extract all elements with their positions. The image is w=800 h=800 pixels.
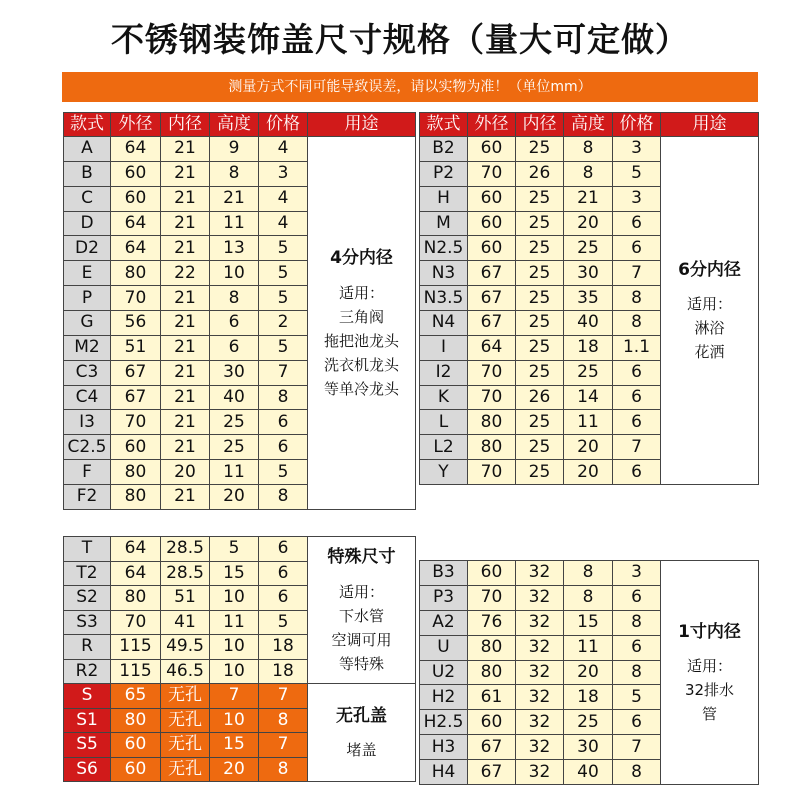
inner-diameter-cell: 32: [516, 561, 564, 586]
outer-diameter-cell: 80: [111, 708, 161, 733]
inner-diameter-cell: 25: [516, 410, 564, 435]
model-cell: L: [420, 410, 468, 435]
model-cell: I3: [64, 410, 111, 435]
height-cell: 25: [210, 435, 259, 460]
inner-diameter-cell: 49.5: [161, 635, 210, 660]
outer-diameter-cell: 61: [468, 685, 516, 710]
outer-diameter-cell: 60: [111, 435, 161, 460]
outer-diameter-cell: 80: [111, 485, 161, 510]
model-cell: H2.5: [420, 710, 468, 735]
price-cell: 8: [259, 708, 308, 733]
price-cell: 7: [613, 735, 661, 760]
model-cell: Y: [420, 460, 468, 485]
model-cell: P3: [420, 585, 468, 610]
outer-diameter-cell: 60: [468, 710, 516, 735]
inner-diameter-cell: 28.5: [161, 537, 210, 562]
model-cell: S5: [64, 733, 111, 758]
model-cell: C: [64, 186, 111, 211]
outer-diameter-cell: 60: [468, 561, 516, 586]
height-cell: 18: [564, 335, 613, 360]
height-cell: 14: [564, 385, 613, 410]
model-cell: K: [420, 385, 468, 410]
price-cell: 6: [613, 385, 661, 410]
outer-diameter-cell: 70: [468, 460, 516, 485]
price-cell: 6: [259, 537, 308, 562]
inner-diameter-cell: 32: [516, 660, 564, 685]
outer-diameter-cell: 51: [111, 335, 161, 360]
usage-title: 无孔盖: [336, 705, 387, 726]
price-cell: 7: [613, 261, 661, 286]
usage-line: 三角阀: [338, 307, 384, 326]
usage-line: 洗衣机龙头: [323, 355, 399, 374]
table-row: [64, 537, 416, 562]
price-cell: 6: [613, 410, 661, 435]
inner-diameter-cell: 无孔: [161, 684, 210, 709]
price-cell: 8: [613, 610, 661, 635]
price-cell: 8: [259, 485, 308, 510]
outer-diameter-cell: 80: [111, 586, 161, 611]
spec-table-special: [63, 536, 416, 782]
header-height: 高度: [210, 113, 259, 137]
outer-diameter-cell: 60: [468, 137, 516, 162]
model-cell: C2.5: [64, 435, 111, 460]
outer-diameter-cell: 64: [111, 137, 161, 162]
model-cell: I: [420, 335, 468, 360]
table-row: [64, 137, 416, 162]
model-cell: G: [64, 311, 111, 336]
height-cell: 8: [210, 286, 259, 311]
usage-line: 管: [701, 705, 717, 724]
model-cell: H3: [420, 735, 468, 760]
outer-diameter-cell: 65: [111, 684, 161, 709]
model-cell: R: [64, 635, 111, 660]
outer-diameter-cell: 60: [111, 186, 161, 211]
price-cell: 5: [259, 610, 308, 635]
height-cell: 10: [210, 708, 259, 733]
price-cell: 5: [613, 161, 661, 186]
model-cell: S1: [64, 708, 111, 733]
inner-diameter-cell: 25: [516, 186, 564, 211]
price-cell: 6: [259, 561, 308, 586]
inner-diameter-cell: 21: [161, 311, 210, 336]
inner-diameter-cell: 32: [516, 610, 564, 635]
outer-diameter-cell: 67: [468, 261, 516, 286]
price-cell: 7: [259, 684, 308, 709]
height-cell: 11: [564, 410, 613, 435]
price-cell: 5: [259, 460, 308, 485]
price-cell: 6: [259, 586, 308, 611]
inner-diameter-cell: 21: [161, 435, 210, 460]
model-cell: U: [420, 635, 468, 660]
model-cell: T: [64, 537, 111, 562]
outer-diameter-cell: 67: [111, 385, 161, 410]
inner-diameter-cell: 46.5: [161, 659, 210, 684]
height-cell: 15: [564, 610, 613, 635]
header-outer-diameter: 外径: [468, 113, 516, 137]
price-cell: 7: [259, 733, 308, 758]
height-cell: 10: [210, 659, 259, 684]
price-cell: 8: [613, 760, 661, 785]
model-cell: C4: [64, 385, 111, 410]
height-cell: 10: [210, 261, 259, 286]
model-cell: S2: [64, 586, 111, 611]
height-cell: 10: [210, 635, 259, 660]
height-cell: 30: [564, 735, 613, 760]
inner-diameter-cell: 21: [161, 211, 210, 236]
inner-diameter-cell: 28.5: [161, 561, 210, 586]
height-cell: 8: [564, 161, 613, 186]
inner-diameter-cell: 32: [516, 635, 564, 660]
height-cell: 5: [210, 537, 259, 562]
outer-diameter-cell: 70: [468, 161, 516, 186]
height-cell: 20: [564, 460, 613, 485]
height-cell: 8: [564, 561, 613, 586]
height-cell: 11: [210, 610, 259, 635]
inner-diameter-cell: 25: [516, 435, 564, 460]
model-cell: P2: [420, 161, 468, 186]
price-cell: 2: [259, 311, 308, 336]
price-cell: 1.1: [613, 335, 661, 360]
inner-diameter-cell: 21: [161, 335, 210, 360]
price-cell: 8: [259, 757, 308, 782]
inner-diameter-cell: 无孔: [161, 757, 210, 782]
height-cell: 6: [210, 311, 259, 336]
height-cell: 40: [564, 311, 613, 336]
outer-diameter-cell: 64: [111, 537, 161, 562]
inner-diameter-cell: 21: [161, 186, 210, 211]
outer-diameter-cell: 67: [468, 735, 516, 760]
header-model: 款式: [64, 113, 111, 137]
outer-diameter-cell: 115: [111, 635, 161, 660]
table-row: [64, 684, 416, 709]
outer-diameter-cell: 64: [111, 561, 161, 586]
outer-diameter-cell: 80: [468, 660, 516, 685]
height-cell: 13: [210, 236, 259, 261]
height-cell: 11: [564, 635, 613, 660]
height-cell: 35: [564, 286, 613, 311]
price-cell: 6: [613, 360, 661, 385]
price-cell: 3: [259, 161, 308, 186]
header-inner-diameter: 内径: [516, 113, 564, 137]
outer-diameter-cell: 64: [468, 335, 516, 360]
price-cell: 8: [613, 311, 661, 336]
model-cell: F: [64, 460, 111, 485]
header-row: [64, 113, 416, 137]
outer-diameter-cell: 67: [468, 311, 516, 336]
inner-diameter-cell: 21: [161, 410, 210, 435]
price-cell: 3: [613, 186, 661, 211]
model-cell: N3.5: [420, 286, 468, 311]
height-cell: 20: [564, 660, 613, 685]
outer-diameter-cell: 60: [468, 236, 516, 261]
inner-diameter-cell: 20: [161, 460, 210, 485]
inner-diameter-cell: 25: [516, 286, 564, 311]
price-cell: 6: [259, 435, 308, 460]
height-cell: 9: [210, 137, 259, 162]
inner-diameter-cell: 26: [516, 161, 564, 186]
outer-diameter-cell: 80: [468, 635, 516, 660]
header-outer-diameter: 外径: [111, 113, 161, 137]
usage-cell: [308, 537, 416, 684]
usage-line: 适用：: [686, 295, 732, 314]
height-cell: 11: [210, 460, 259, 485]
price-cell: 6: [613, 710, 661, 735]
inner-diameter-cell: 32: [516, 710, 564, 735]
usage-line: 等特殊: [338, 654, 384, 673]
height-cell: 25: [564, 236, 613, 261]
height-cell: 25: [564, 360, 613, 385]
spec-table-4fen: [63, 112, 416, 510]
model-cell: C3: [64, 360, 111, 385]
price-cell: 8: [259, 385, 308, 410]
model-cell: H4: [420, 760, 468, 785]
model-cell: A2: [420, 610, 468, 635]
inner-diameter-cell: 21: [161, 286, 210, 311]
price-cell: 5: [259, 286, 308, 311]
inner-diameter-cell: 25: [516, 137, 564, 162]
header-usage: 用途: [308, 113, 416, 137]
model-cell: S3: [64, 610, 111, 635]
price-cell: 8: [613, 660, 661, 685]
usage-cell: [661, 561, 759, 785]
usage-line: 适用：: [338, 283, 384, 302]
model-cell: M: [420, 211, 468, 236]
inner-diameter-cell: 25: [516, 236, 564, 261]
model-cell: F2: [64, 485, 111, 510]
model-cell: B2: [420, 137, 468, 162]
inner-diameter-cell: 32: [516, 760, 564, 785]
model-cell: N3: [420, 261, 468, 286]
height-cell: 40: [564, 760, 613, 785]
inner-diameter-cell: 51: [161, 586, 210, 611]
outer-diameter-cell: 64: [111, 236, 161, 261]
usage-line: 下水管: [338, 606, 384, 625]
outer-diameter-cell: 80: [111, 460, 161, 485]
price-cell: 4: [259, 137, 308, 162]
price-cell: 6: [259, 410, 308, 435]
outer-diameter-cell: 70: [468, 585, 516, 610]
model-cell: E: [64, 261, 111, 286]
usage-line: 等单冷龙头: [323, 379, 399, 398]
height-cell: 10: [210, 586, 259, 611]
usage-title: 1寸内径: [678, 621, 741, 642]
outer-diameter-cell: 60: [111, 757, 161, 782]
height-cell: 20: [210, 757, 259, 782]
inner-diameter-cell: 26: [516, 385, 564, 410]
spec-table-1cun: [419, 560, 759, 785]
inner-diameter-cell: 25: [516, 335, 564, 360]
outer-diameter-cell: 80: [468, 410, 516, 435]
model-cell: I2: [420, 360, 468, 385]
usage-cell: [661, 137, 759, 485]
height-cell: 8: [564, 137, 613, 162]
outer-diameter-cell: 115: [111, 659, 161, 684]
model-cell: S6: [64, 757, 111, 782]
outer-diameter-cell: 60: [111, 161, 161, 186]
outer-diameter-cell: 64: [111, 211, 161, 236]
inner-diameter-cell: 32: [516, 685, 564, 710]
model-cell: R2: [64, 659, 111, 684]
inner-diameter-cell: 25: [516, 261, 564, 286]
inner-diameter-cell: 21: [161, 485, 210, 510]
height-cell: 30: [210, 360, 259, 385]
height-cell: 21: [564, 186, 613, 211]
inner-diameter-cell: 32: [516, 735, 564, 760]
inner-diameter-cell: 25: [516, 211, 564, 236]
height-cell: 25: [210, 410, 259, 435]
outer-diameter-cell: 70: [468, 360, 516, 385]
price-cell: 3: [613, 561, 661, 586]
outer-diameter-cell: 80: [468, 435, 516, 460]
model-cell: H2: [420, 685, 468, 710]
table-row: [420, 561, 759, 586]
header-usage: 用途: [661, 113, 759, 137]
price-cell: 6: [613, 635, 661, 660]
model-cell: D2: [64, 236, 111, 261]
height-cell: 20: [564, 211, 613, 236]
price-cell: 5: [259, 236, 308, 261]
inner-diameter-cell: 41: [161, 610, 210, 635]
outer-diameter-cell: 70: [468, 385, 516, 410]
usage-line: 32排水: [684, 681, 735, 700]
header-row: [420, 113, 759, 137]
price-cell: 5: [259, 335, 308, 360]
price-cell: 18: [259, 635, 308, 660]
price-cell: 6: [613, 585, 661, 610]
inner-diameter-cell: 25: [516, 460, 564, 485]
model-cell: U2: [420, 660, 468, 685]
usage-cell: [308, 684, 416, 782]
height-cell: 6: [210, 335, 259, 360]
inner-diameter-cell: 22: [161, 261, 210, 286]
outer-diameter-cell: 56: [111, 311, 161, 336]
inner-diameter-cell: 无孔: [161, 733, 210, 758]
inner-diameter-cell: 21: [161, 137, 210, 162]
outer-diameter-cell: 67: [468, 286, 516, 311]
usage-line: 花洒: [694, 343, 725, 362]
inner-diameter-cell: 25: [516, 311, 564, 336]
inner-diameter-cell: 21: [161, 385, 210, 410]
height-cell: 40: [210, 385, 259, 410]
height-cell: 8: [210, 161, 259, 186]
inner-diameter-cell: 无孔: [161, 708, 210, 733]
outer-diameter-cell: 60: [111, 733, 161, 758]
usage-line: 适用：: [686, 657, 732, 676]
inner-diameter-cell: 21: [161, 236, 210, 261]
height-cell: 30: [564, 261, 613, 286]
price-cell: 7: [613, 435, 661, 460]
outer-diameter-cell: 60: [468, 186, 516, 211]
height-cell: 21: [210, 186, 259, 211]
header-price: 价格: [613, 113, 661, 137]
price-cell: 3: [613, 137, 661, 162]
price-cell: 8: [613, 286, 661, 311]
height-cell: 25: [564, 710, 613, 735]
price-cell: 5: [613, 685, 661, 710]
price-cell: 4: [259, 211, 308, 236]
usage-line: 堵盖: [346, 741, 377, 760]
table-row: [420, 137, 759, 162]
usage-title: 4分内径: [330, 248, 393, 269]
outer-diameter-cell: 76: [468, 610, 516, 635]
height-cell: 7: [210, 684, 259, 709]
price-cell: 6: [613, 236, 661, 261]
model-cell: A: [64, 137, 111, 162]
height-cell: 8: [564, 585, 613, 610]
model-cell: B3: [420, 561, 468, 586]
price-cell: 6: [613, 460, 661, 485]
measurement-notice: 测量方式不同可能导致误差，请以实物为准！（单位mm）: [62, 72, 758, 102]
inner-diameter-cell: 32: [516, 585, 564, 610]
outer-diameter-cell: 67: [111, 360, 161, 385]
height-cell: 18: [564, 685, 613, 710]
outer-diameter-cell: 70: [111, 610, 161, 635]
price-cell: 5: [259, 261, 308, 286]
usage-cell: [308, 137, 416, 510]
usage-line: 适用：: [338, 582, 384, 601]
header-height: 高度: [564, 113, 613, 137]
header-inner-diameter: 内径: [161, 113, 210, 137]
model-cell: N2.5: [420, 236, 468, 261]
model-cell: T2: [64, 561, 111, 586]
model-cell: H: [420, 186, 468, 211]
spec-table-6fen: [419, 112, 759, 485]
header-price: 价格: [259, 113, 308, 137]
model-cell: B: [64, 161, 111, 186]
price-cell: 7: [259, 360, 308, 385]
model-cell: S: [64, 684, 111, 709]
height-cell: 20: [210, 485, 259, 510]
usage-line: 空调可用: [331, 630, 392, 649]
usage-title: 特殊尺寸: [327, 547, 396, 568]
model-cell: N4: [420, 311, 468, 336]
header-model: 款式: [420, 113, 468, 137]
outer-diameter-cell: 80: [111, 261, 161, 286]
model-cell: L2: [420, 435, 468, 460]
model-cell: D: [64, 211, 111, 236]
model-cell: P: [64, 286, 111, 311]
outer-diameter-cell: 70: [111, 286, 161, 311]
outer-diameter-cell: 67: [468, 760, 516, 785]
inner-diameter-cell: 21: [161, 161, 210, 186]
outer-diameter-cell: 60: [468, 211, 516, 236]
price-cell: 4: [259, 186, 308, 211]
model-cell: M2: [64, 335, 111, 360]
height-cell: 20: [564, 435, 613, 460]
height-cell: 15: [210, 733, 259, 758]
inner-diameter-cell: 21: [161, 360, 210, 385]
usage-line: 拖把池龙头: [323, 331, 399, 350]
outer-diameter-cell: 70: [111, 410, 161, 435]
usage-line: 淋浴: [694, 319, 725, 338]
price-cell: 18: [259, 659, 308, 684]
height-cell: 15: [210, 561, 259, 586]
height-cell: 11: [210, 211, 259, 236]
page-title: 不锈钢装饰盖尺寸规格（量大可定做）: [111, 20, 689, 59]
price-cell: 6: [613, 211, 661, 236]
usage-title: 6分内径: [678, 259, 741, 280]
inner-diameter-cell: 25: [516, 360, 564, 385]
